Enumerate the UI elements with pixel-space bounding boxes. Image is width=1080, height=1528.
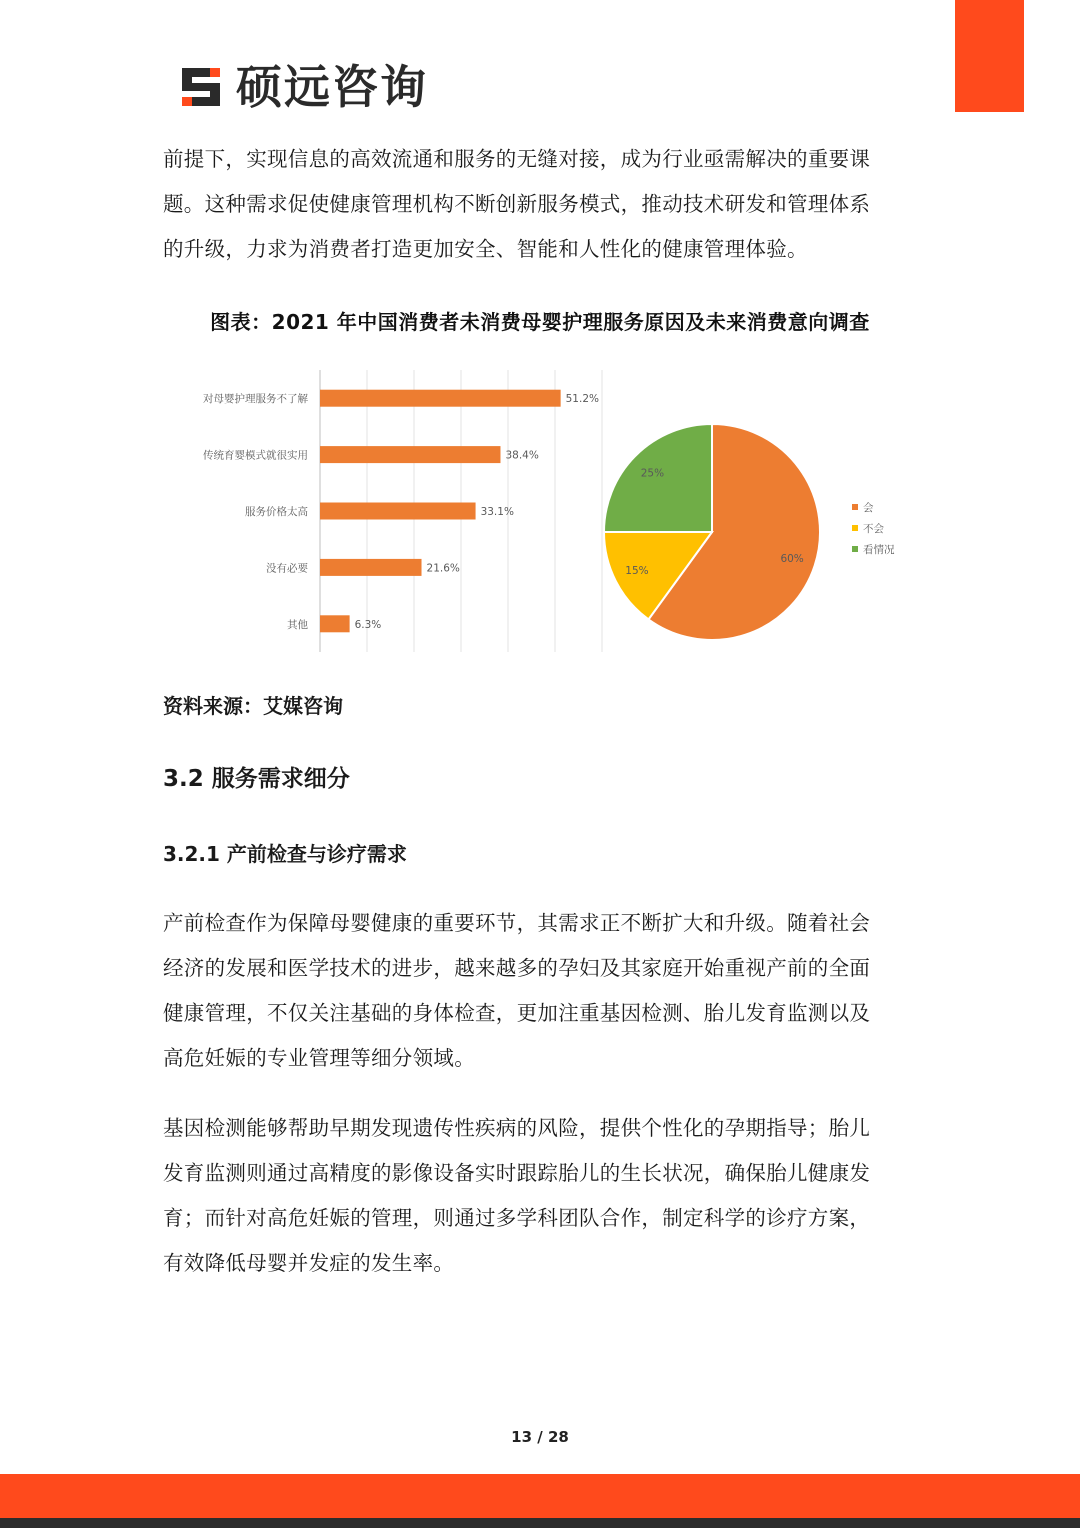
subsection-heading: 3.2.1 产前检查与诊疗需求 (163, 842, 407, 866)
text-line: 经济的发展和医学技术的进步，越来越多的孕妇及其家庭开始重视产前的全面 (163, 956, 871, 980)
brand-name: 硕远咨询 (236, 60, 428, 114)
text-line: 题。这种需求促使健康管理机构不断创新服务模式，推动技术研发和管理体系 (163, 192, 871, 216)
text-line: 有效降低母婴并发症的发生率。 (163, 1251, 455, 1275)
bar-value-label: 6.3% (354, 618, 382, 631)
bar (320, 503, 476, 520)
page-number: 13 / 28 (511, 1428, 569, 1446)
pie-value-label: 15% (625, 565, 649, 578)
text-line: 健康管理，不仅关注基础的身体检查，更加注重基因检测、胎儿发育监测以及 (163, 1001, 871, 1025)
paragraph-prenatal (163, 901, 908, 1081)
bar (320, 390, 561, 407)
bar-category-label: 其他 (287, 618, 308, 631)
footer-strip (0, 1518, 1080, 1528)
bar-category-label: 传统育婴模式就很实用 (203, 449, 308, 462)
text-line: 的升级，力求为消费者打造更加安全、智能和人性化的健康管理体验。 (163, 237, 808, 261)
pie-legend-label: 不会 (863, 523, 884, 535)
bar (320, 559, 422, 576)
pie-chart (600, 360, 920, 660)
bar-category-label: 服务价格太高 (245, 506, 308, 518)
text-line: 基因检测能够帮助早期发现遗传性疾病的风险，提供个性化的孕期指导；胎儿 (163, 1116, 871, 1140)
text-line: 高危妊娠的专业管理等细分领域。 (163, 1046, 475, 1070)
bar-value-label: 21.6% (426, 562, 460, 575)
bar-value-label: 51.2% (565, 393, 599, 406)
text-line: 产前检查作为保障母婴健康的重要环节，其需求正不断扩大和升级。随着社会 (163, 911, 871, 935)
bar-value-label: 33.1% (480, 506, 514, 518)
bar-category-label: 没有必要 (266, 562, 308, 575)
text-line: 前提下，实现信息的高效流通和服务的无缝对接，成为行业亟需解决的重要课 (163, 147, 871, 171)
intro-paragraph (163, 137, 908, 272)
pie-legend-label: 看情况 (863, 544, 895, 556)
figure-source: 资料来源：艾媒咨询 (163, 694, 343, 718)
pie-value-label: 60% (780, 553, 804, 566)
bar-chart (150, 360, 610, 660)
bar-value-label: 38.4% (505, 449, 539, 462)
footer-bar (0, 1474, 1080, 1518)
text-line: 育；而针对高危妊娠的管理，则通过多学科团队合作，制定科学的诊疗方案， (163, 1206, 871, 1230)
figure-charts (150, 360, 930, 660)
figure-title: 图表：2021 年中国消费者未消费母婴护理服务原因及未来消费意向调查 (210, 310, 870, 334)
brand-logo-icon (176, 62, 226, 112)
bar-category-label: 对母婴护理服务不了解 (203, 393, 308, 406)
corner-accent-block (955, 0, 1024, 112)
section-heading: 3.2 服务需求细分 (163, 766, 350, 792)
pie-legend-label: 会 (863, 502, 874, 514)
pie-value-label: 25% (640, 467, 665, 480)
pie-legend-swatch (852, 525, 858, 531)
bar (320, 446, 500, 463)
pie-legend-swatch (852, 504, 858, 510)
bar (320, 615, 350, 632)
pie-legend-swatch (852, 546, 858, 552)
paragraph-genetic (163, 1106, 908, 1286)
brand-logo (176, 60, 428, 114)
text-line: 发育监测则通过高精度的影像设备实时跟踪胎儿的生长状况，确保胎儿健康发 (163, 1161, 871, 1185)
